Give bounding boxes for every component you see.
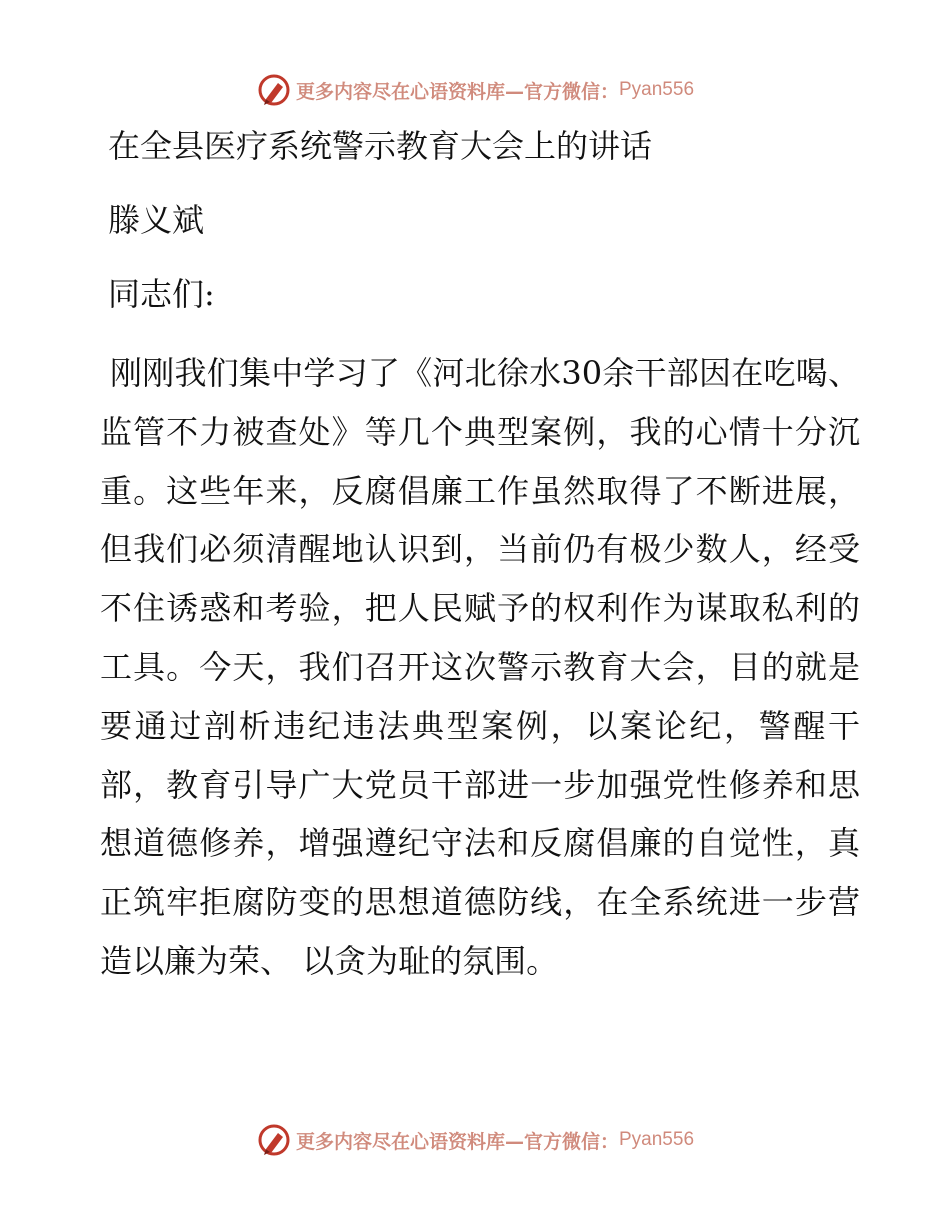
- watermark-text: 更多内容尽在心语资料库—官方微信：: [295, 80, 619, 103]
- watermark-text: 更多内容尽在心语资料库—官方微信：: [295, 1130, 619, 1153]
- header-watermark-banner: [0, 70, 950, 110]
- document-author: 滕义斌: [108, 201, 205, 239]
- watermark-account: Pyan556: [619, 1129, 695, 1150]
- document-salutation: 同志们:: [108, 275, 215, 313]
- document-paragraph: 刚刚我们集中学习了《河北徐水30余干部因在吃喝、监管不力被查处》等几个典型案例，我的心情十分沉重。这些年来，反腐倡廉工作虽然取得了不断进展，但我们必须清醒地认识到，当前仍有极少数人，经受不住诱惑和考验，把人民赋予的权利作为谋取私利的工具。今天，我们召开这次警示教育大会，目的就是要通过剖析违纪违法典型案例，以案论纪，警醒干部，教育引导广大党员干部进一步加强党性修养和思想道德修养，增强遵纪守法和反腐倡廉的自觉性，真正筑牢拒腐防变的思想道德防线，在全系统进一步营造以廉为荣、 以贪为耻的氛围。: [100, 354, 860, 980]
- watermark-account: Pyan556: [619, 79, 695, 100]
- pen-logo-icon: [256, 1122, 292, 1158]
- pen-logo-icon: [256, 72, 292, 108]
- document-title: 在全县医疗系统警示教育大会上的讲话: [108, 127, 653, 165]
- footer-watermark-banner: [0, 1120, 950, 1160]
